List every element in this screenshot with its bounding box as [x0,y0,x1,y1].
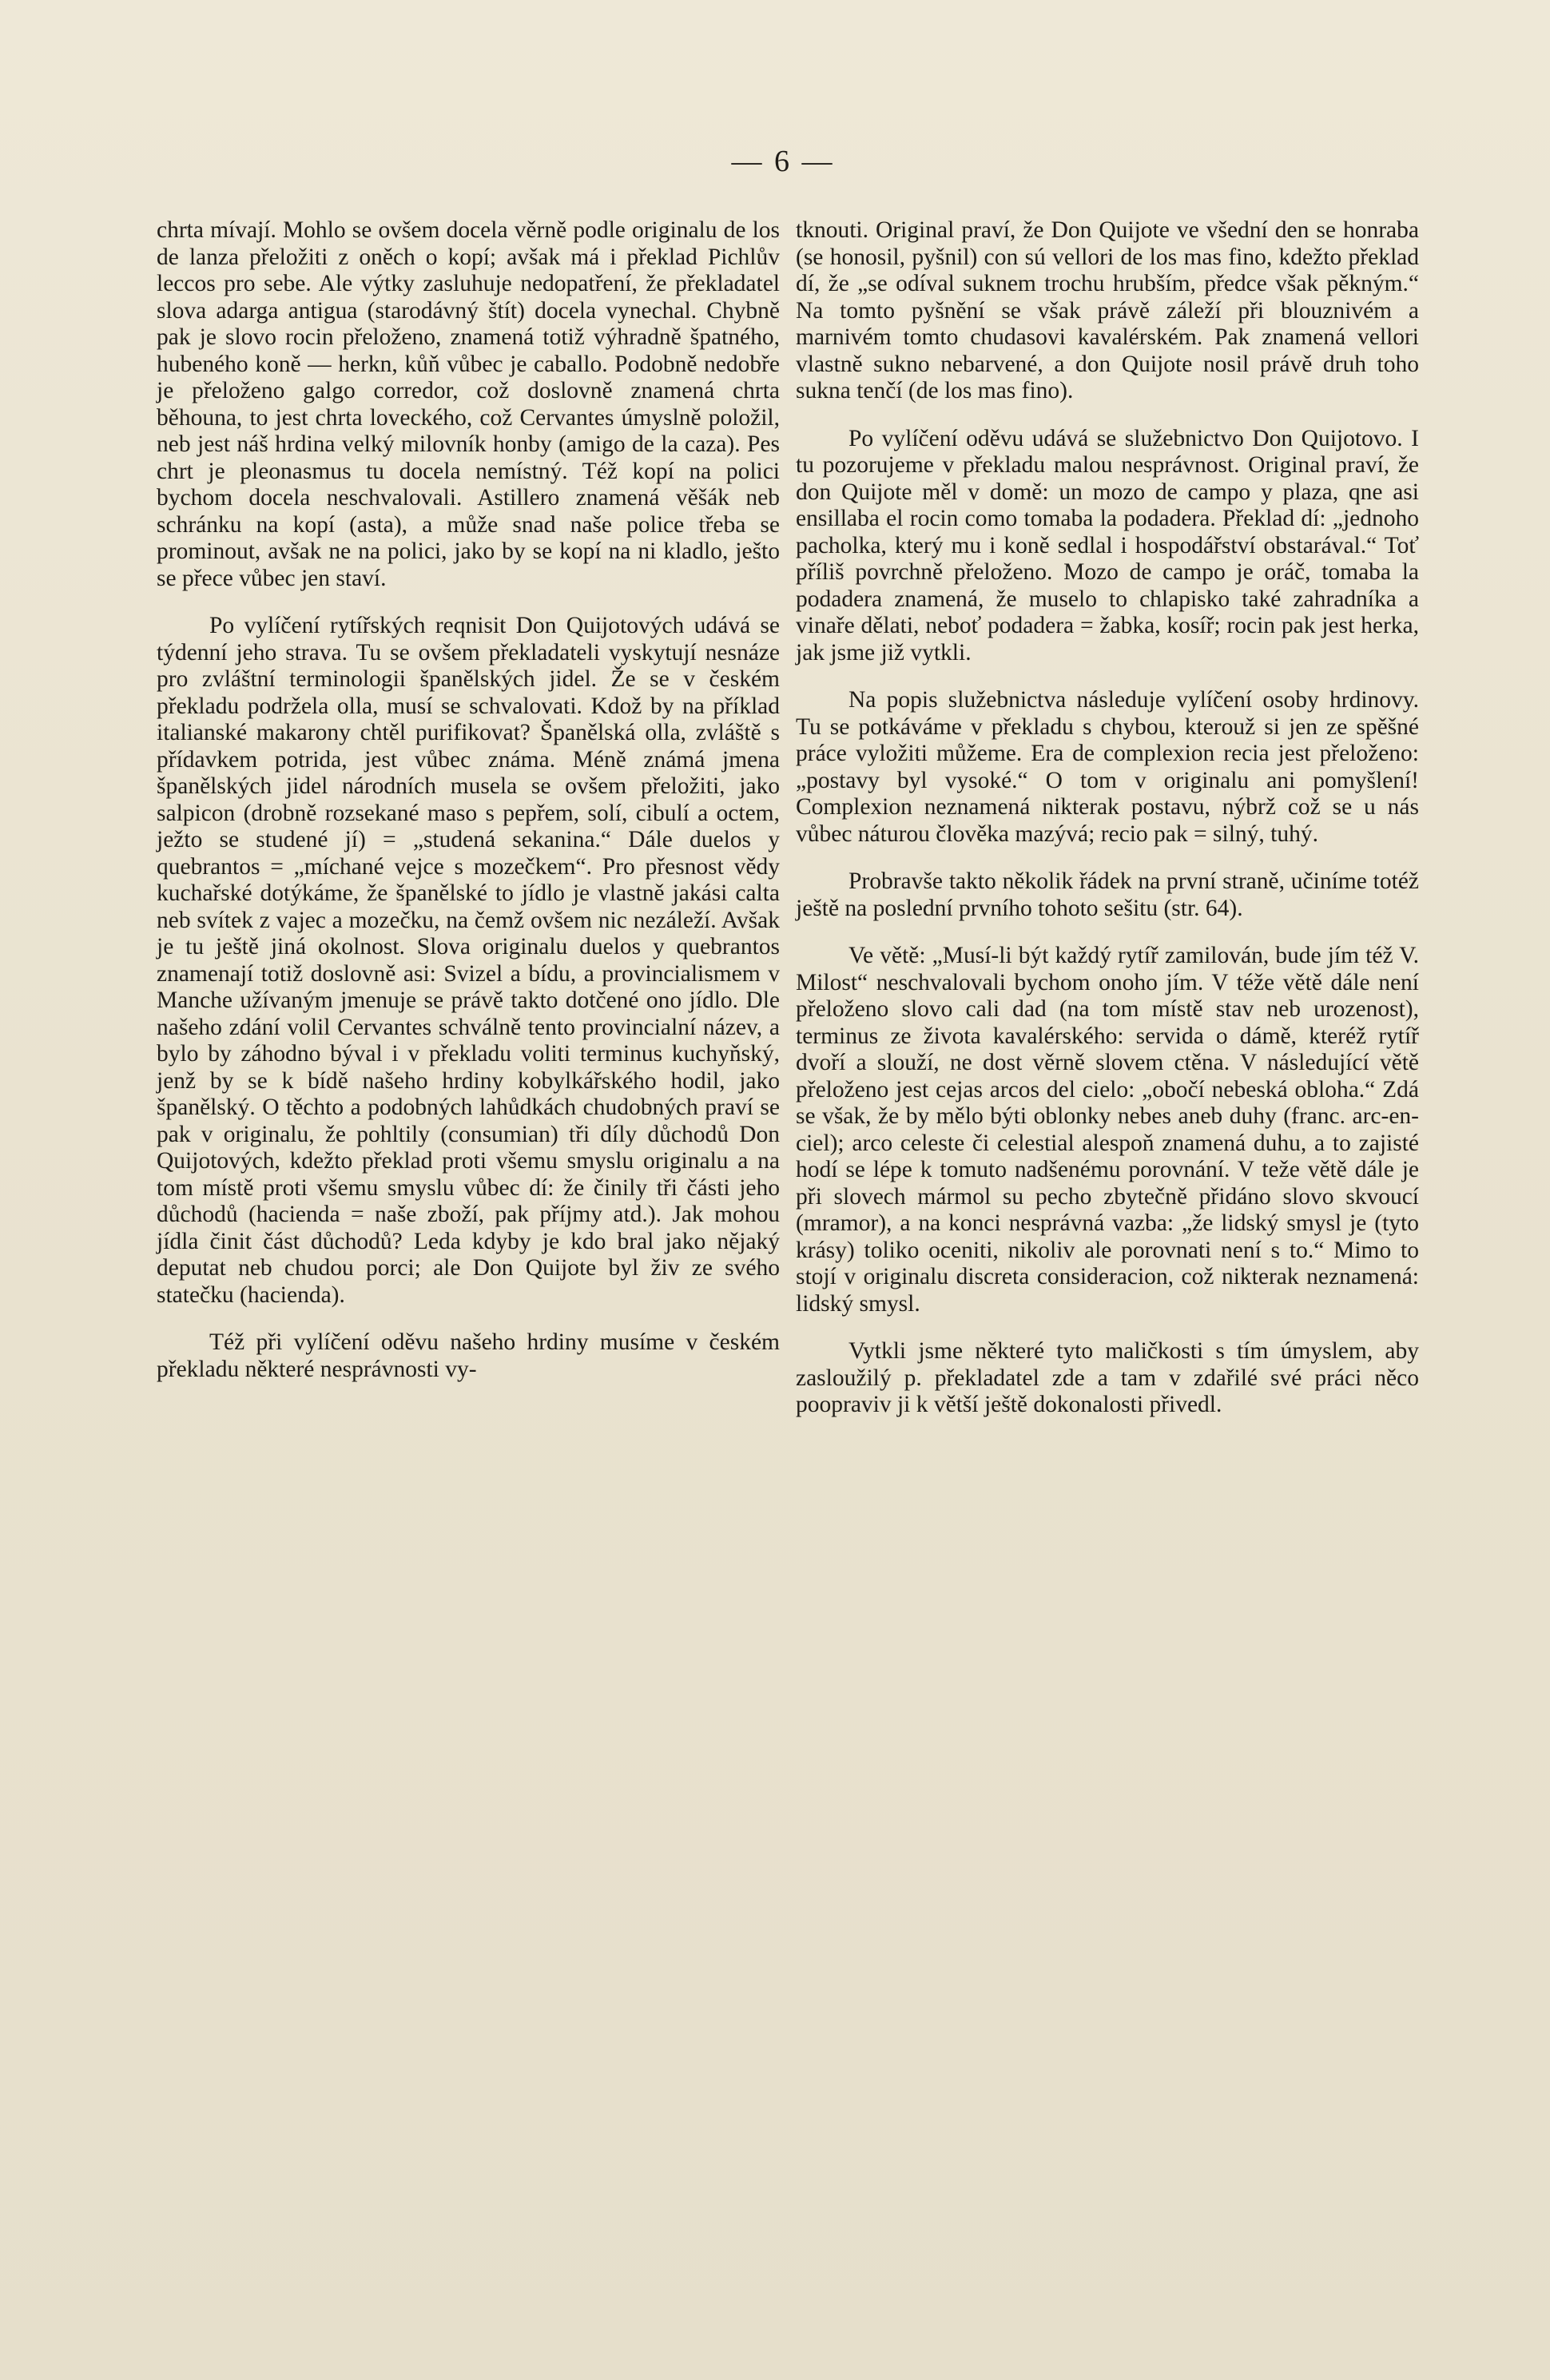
left-column [157,217,780,1404]
paragraph: Též při vylíčení oděvu našeho hrdiny musíme v českém překladu některé nesprávnosti vy- [157,1329,780,1382]
paragraph: Ve větě: „Musí-li být každý rytíř zamilován, bude jím též V. Milost“ neschvalovali bychom onoho jím. V téže větě dále není přeloženo slovo cali dad (na tom místě stav neb urozenost), terminus ze života kavalérského: servida o dámě, kteréž rytíř dvoří a slouží, ne dost věrně slovem ctěna. V následující větě přeloženo jest cejas arcos del cielo: „obočí nebeská obloha.“ Zdá se však, že by mělo býti oblonky nebes aneb duhy (franc. arc-en-ciel); arco celeste či celestial alespoň znamená duhu, a to zajisté hodí se lépe k tomuto nadšenému porovnání. V teže větě dále je při slovech mármol su pecho zbytečně přidáno slovo skvoucí (mramor), a na konci nesprávná vazba: „že lidský smysl je (tyto krásy) toliko oceniti, nikoliv ale porovnati není s to.“ Mimo to stojí v originalu discreta consideracion, což nikterak neznamená: lidský smysl. [796,943,1419,1317]
paragraph: Po vylíčení rytířských reqnisit Don Quijotových udává se týdenní jeho strava. Tu se ovšem překladateli vyskytují nesnáze pro zvláštní terminologii španělských jidel. Že se v českém překladu podržela olla, musí se schvalovati. Kdož by na příklad italianské makarony chtěl purifikovat? Španělská olla, zvláště s přídavkem potrida, jest vůbec známa. Méně známá jmena španělských jidel národních musela se ovšem přeložiti, jako salpicon (drobně rozsekané maso s pepřem, solí, cibulí a octem, ježto se studené jí) = „studená sekanina.“ Dále duelos y quebrantos = „míchané vejce s mozečkem“. Pro přesnost vědy kuchařské dotýkáme, že španělské to jídlo je vlastně jakási calta neb svítek z vajec a mozečku, na čemž ovšem nic nezáleží. Avšak je tu ještě jiná okolnost. Slova originalu duelos y quebrantos znamenají totiž doslovně asi: Svizel a bídu, a provincialismem v Manche užívaným jmenuje se právě takto dotčené ono jídlo. Dle našeho zdání volil Cervantes schválně tento provincialní název, a bylo by záhodno býval i v překladu voliti terminus kuchyňský, jenž by se k bídě našeho hrdiny kobylkářského hodil, jako španělský. O těchto a podobných lahůdkách chudobných praví se pak v originalu, že pohltily (consumian) tři díly důchodů Don Quijotových, kdežto překlad proti všemu smyslu originalu a na tom místě proti všemu smyslu vůbec dí: že činily tři části jeho důchodů (hacienda = naše zboží, pak příjmy atd.). Jak mohou jídla činit část důchodů? Leda kdyby je kdo bral jako nějaký deputat neb chudou porci; ale Don Quijote byl živ ze svého statečku (hacienda). [157,613,780,1308]
paragraph: Vytkli jsme některé tyto maličkosti s tím úmyslem, aby zasloužilý p. překladatel zde a tam v zdařilé své práci něco poopraviv ji k větší ještě dokonalosti přivedl. [796,1338,1419,1417]
paragraph: Po vylíčení oděvu udává se služebnictvo Don Quijotovo. I tu pozorujeme v překladu malou nesprávnost. Original praví, že don Quijote měl v domě: un mozo de campo y plaza, qne asi ensillaba el rocin como tomaba la podadera. Překlad dí: „jednoho pacholka, který mu i koně sedlal i hospodářství obstarával.“ Toť příliš povrchně přeloženo. Mozo de campo je oráč, tomaba la podadera znamená, že muselo to chlapisko také zahradníka a vinaře dělati, neboť podadera = žabka, kosíř; rocin pak jest herka, jak jsme již vytkli. [796,425,1419,666]
paragraph: Na popis služebnictva následuje vylíčení osoby hrdinovy. Tu se potkáváme v překladu s chybou, kterouž si jen ze spěšné práce vyložiti můžeme. Era de complexion recia jest přeloženo: „postavy byl vysoké.“ O tom v originalu ani pomyšlení! Complexion neznamená nikterak postavu, nýbrž což se u nás vůbec náturou člověka mazývá; recio pak = silný, tuhý. [796,687,1419,847]
page-number: — 6 — [731,145,835,178]
paragraph: chrta mívají. Mohlo se ovšem docela věrně podle originalu de los de lanza přeložiti z oněch o kopí; avšak má i překlad Pichlův leccos pro sebe. Ale výtky zasluhuje nedopatření, že překladatel slova adarga antigua (starodávný štít) docela vynechal. Chybně pak je slovo rocin přeloženo, znamená totiž výhradně špatného, hubeného koně — herkn, kůň vůbec je caballo. Podobně nedobře je přeloženo galgo corredor, což doslovně znamená chrta běhouna, to jest chrta loveckého, což Cervantes úmyslně položil, neb jest náš hrdina velký milovník honby (amigo de la caza). Pes chrt je pleonasmus tu docela nemístný. Též kopí na polici bychom docela neschvalovali. Astillero znamená věšák neb schránku na kopí (asta), a může snad naše police třeba se prominout, avšak ne na polici, jako by se kopí na ni kladlo, ješto se přece vůbec jen staví. [157,217,780,591]
right-column [796,217,1419,1440]
paragraph: Probravše takto několik řádek na první straně, učiníme totéž ještě na poslední prvního tohoto sešitu (str. 64). [796,868,1419,921]
paragraph: tknouti. Original praví, že Don Quijote ve všední den se honraba (se honosil, pyšnil) con sú vellori de los mas fino, kdežto překlad dí, že „se odíval suknem trochu hrubším, předce však pěkným.“ Na tomto pyšnění se však právě záleží při blouznivém a marnivém tomto chudasovi kavalérském. Pak znamená vellori vlastně sukno nebarvené, a don Quijote nosil právě druh toho sukna tenčí (de los mas fino). [796,217,1419,403]
